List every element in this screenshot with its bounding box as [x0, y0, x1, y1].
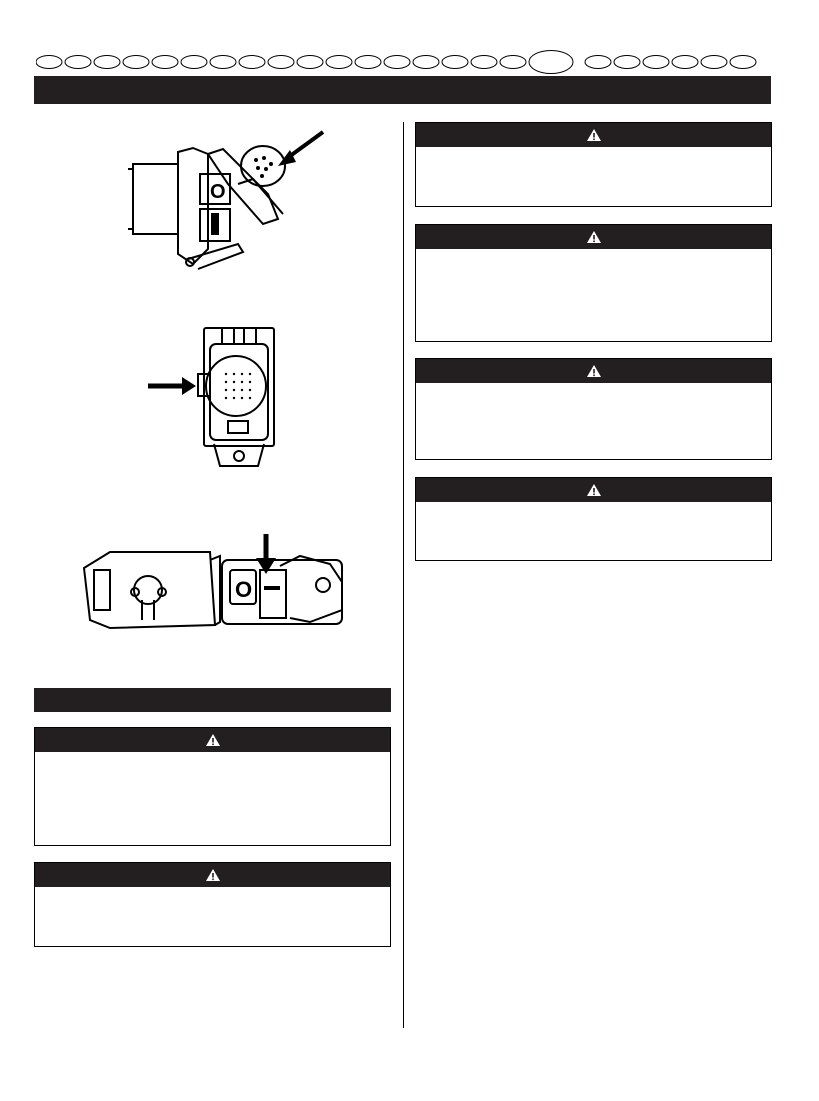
language-oval-selected — [529, 51, 573, 74]
warning-triangle-icon — [205, 733, 221, 747]
ovals-svg — [36, 50, 776, 74]
off-symbol: O — [210, 181, 226, 203]
warning-header — [35, 863, 390, 887]
switch-front-drawing — [144, 326, 284, 470]
language-oval — [730, 56, 756, 69]
language-oval — [210, 56, 236, 69]
warning-triangle-icon — [205, 868, 221, 882]
figure-switch-side — [118, 124, 328, 274]
language-oval — [65, 56, 91, 69]
language-oval — [701, 56, 727, 69]
warning-triangle-icon — [586, 230, 602, 244]
warning-triangle-icon — [586, 128, 602, 142]
warning-header — [35, 728, 390, 752]
warning-triangle-icon — [586, 483, 602, 497]
language-oval — [413, 56, 439, 69]
language-oval — [672, 56, 698, 69]
warning-box — [415, 358, 772, 460]
warning-header — [416, 359, 771, 383]
language-oval — [181, 56, 207, 69]
warning-header — [416, 225, 771, 249]
warning-header — [416, 123, 771, 147]
warning-box — [415, 477, 772, 561]
warning-box — [415, 122, 772, 207]
language-oval — [297, 56, 323, 69]
language-oval — [152, 56, 178, 69]
language-oval — [500, 56, 526, 69]
language-oval — [643, 56, 669, 69]
language-selector-ovals — [36, 50, 776, 74]
language-oval — [471, 56, 497, 69]
language-oval — [355, 56, 381, 69]
language-oval — [36, 56, 62, 69]
warning-triangle-icon — [586, 364, 602, 378]
warning-box — [34, 727, 391, 846]
language-oval — [239, 56, 265, 69]
language-oval — [123, 56, 149, 69]
warning-box — [415, 224, 772, 342]
figure-switch-front — [144, 326, 284, 470]
figure-switch-open — [80, 530, 350, 632]
language-oval — [384, 56, 410, 69]
column-divider — [403, 122, 404, 1028]
switch-open-drawing — [80, 530, 350, 632]
page-header-bar — [34, 76, 771, 104]
language-oval — [94, 56, 120, 69]
section-header-bar — [34, 688, 391, 712]
language-oval — [268, 56, 294, 69]
warning-header — [416, 478, 771, 502]
language-oval — [614, 56, 640, 69]
warning-box — [34, 862, 391, 947]
switch-side-drawing — [118, 124, 328, 274]
language-oval — [326, 56, 352, 69]
open-off-symbol: O — [235, 577, 253, 602]
language-oval — [585, 56, 611, 69]
language-oval — [442, 56, 468, 69]
